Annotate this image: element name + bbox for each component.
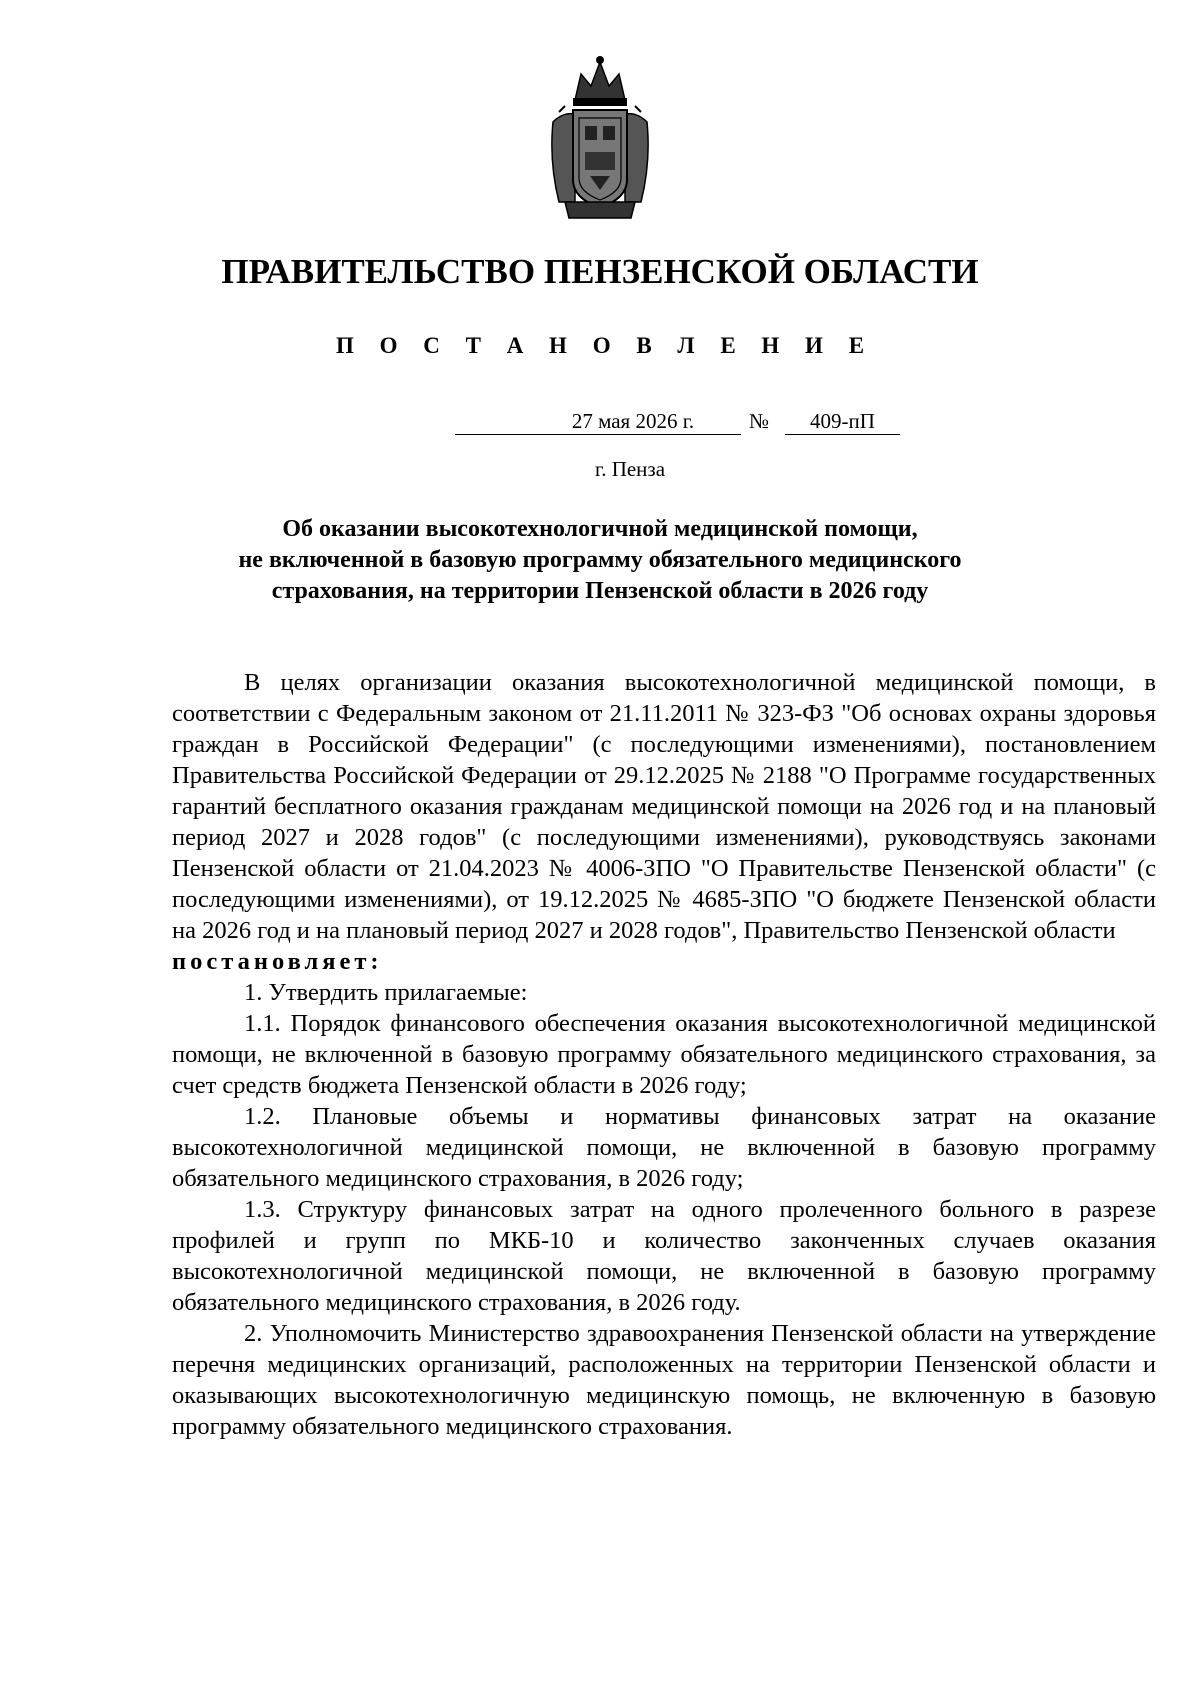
document-date: 27 мая 2026 г. — [455, 408, 741, 435]
emblem-container — [0, 52, 1200, 222]
document-number: 409-пП — [785, 408, 900, 435]
organization-title: ПРАВИТЕЛЬСТВО ПЕНЗЕНСКОЙ ОБЛАСТИ — [221, 252, 979, 291]
document-type: П О С Т А Н О В Л Е Н И Е — [335, 333, 875, 358]
item-1-3: 1.3. Структуру финансовых затрат на одного пролеченного больного в разрезе профилей и групп по МКБ-10 и количество законченных случаев оказания высокотехнологичной медицинской помощи, не включенной в базовую программу обязательного медицинского страхования, в 2026 году. — [172, 1196, 1156, 1316]
item-1: 1. Утвердить прилагаемые: — [244, 979, 528, 1006]
subject-line-2: не включенной в базовую программу обязательного медицинского — [238, 547, 962, 573]
resolves-word: постановляет: — [172, 948, 383, 975]
item-1-2: 1.2. Плановые объемы и нормативы финансовых затрат на оказание высокотехнологичной медицинской помощи, не включенной в базовую программу обязательного медицинского страхования, в 2026 году; — [172, 1103, 1156, 1192]
coat-of-arms-icon — [545, 52, 655, 222]
subject-line-1: Об оказании высокотехнологичной медицинской помощи, — [282, 516, 918, 542]
document-body — [172, 667, 1156, 1442]
subject-line-3: страхования, на территории Пензенской области в 2026 году — [271, 578, 929, 604]
preamble-paragraph: В целях организации оказания высокотехнологичной медицинской помощи, в соответствии с Федеральным законом от 21.11.2011 № 323-ФЗ "Об основах охраны здоровья граждан в Российской Федерации" (с последующими изменениями), постановлением Правительства Российской Федерации от 29.12.2025 № 2188 "О Программе государственных гарантий бесплатного оказания гражданам медицинской помощи на 2026 год и на плановый период 2027 и 2028 годов" (с последующими изменениями), руководствуясь законами Пензенской области от 21.04.2023 № 4006-ЗПО "О Правительстве Пензенской области" (с последующими изменениями), от 19.12.2025 № 4685-ЗПО "О бюджете Пензенской области на 2026 год и на плановый период 2027 и 2028 годов", Правительство Пензенской области — [172, 669, 1156, 944]
number-sign: № — [749, 409, 770, 433]
item-2: 2. Уполномочить Министерство здравоохранения Пензенской области на утверждение перечня медицинских организаций, расположенных на территории Пензенской области и оказывающих высокотехнологичную медицинскую помощь, не включенную в базовую программу обязательного медицинского страхования. — [172, 1320, 1156, 1440]
document-subject — [160, 514, 1040, 607]
document-city: г. Пенза — [594, 457, 666, 481]
item-1-1: 1.1. Порядок финансового обеспечения оказания высокотехнологичной медицинской помощи, не включенной в базовую программу обязательного медицинского страхования, за счет средств бюджета Пензенской области в 2026 году; — [172, 1010, 1156, 1099]
